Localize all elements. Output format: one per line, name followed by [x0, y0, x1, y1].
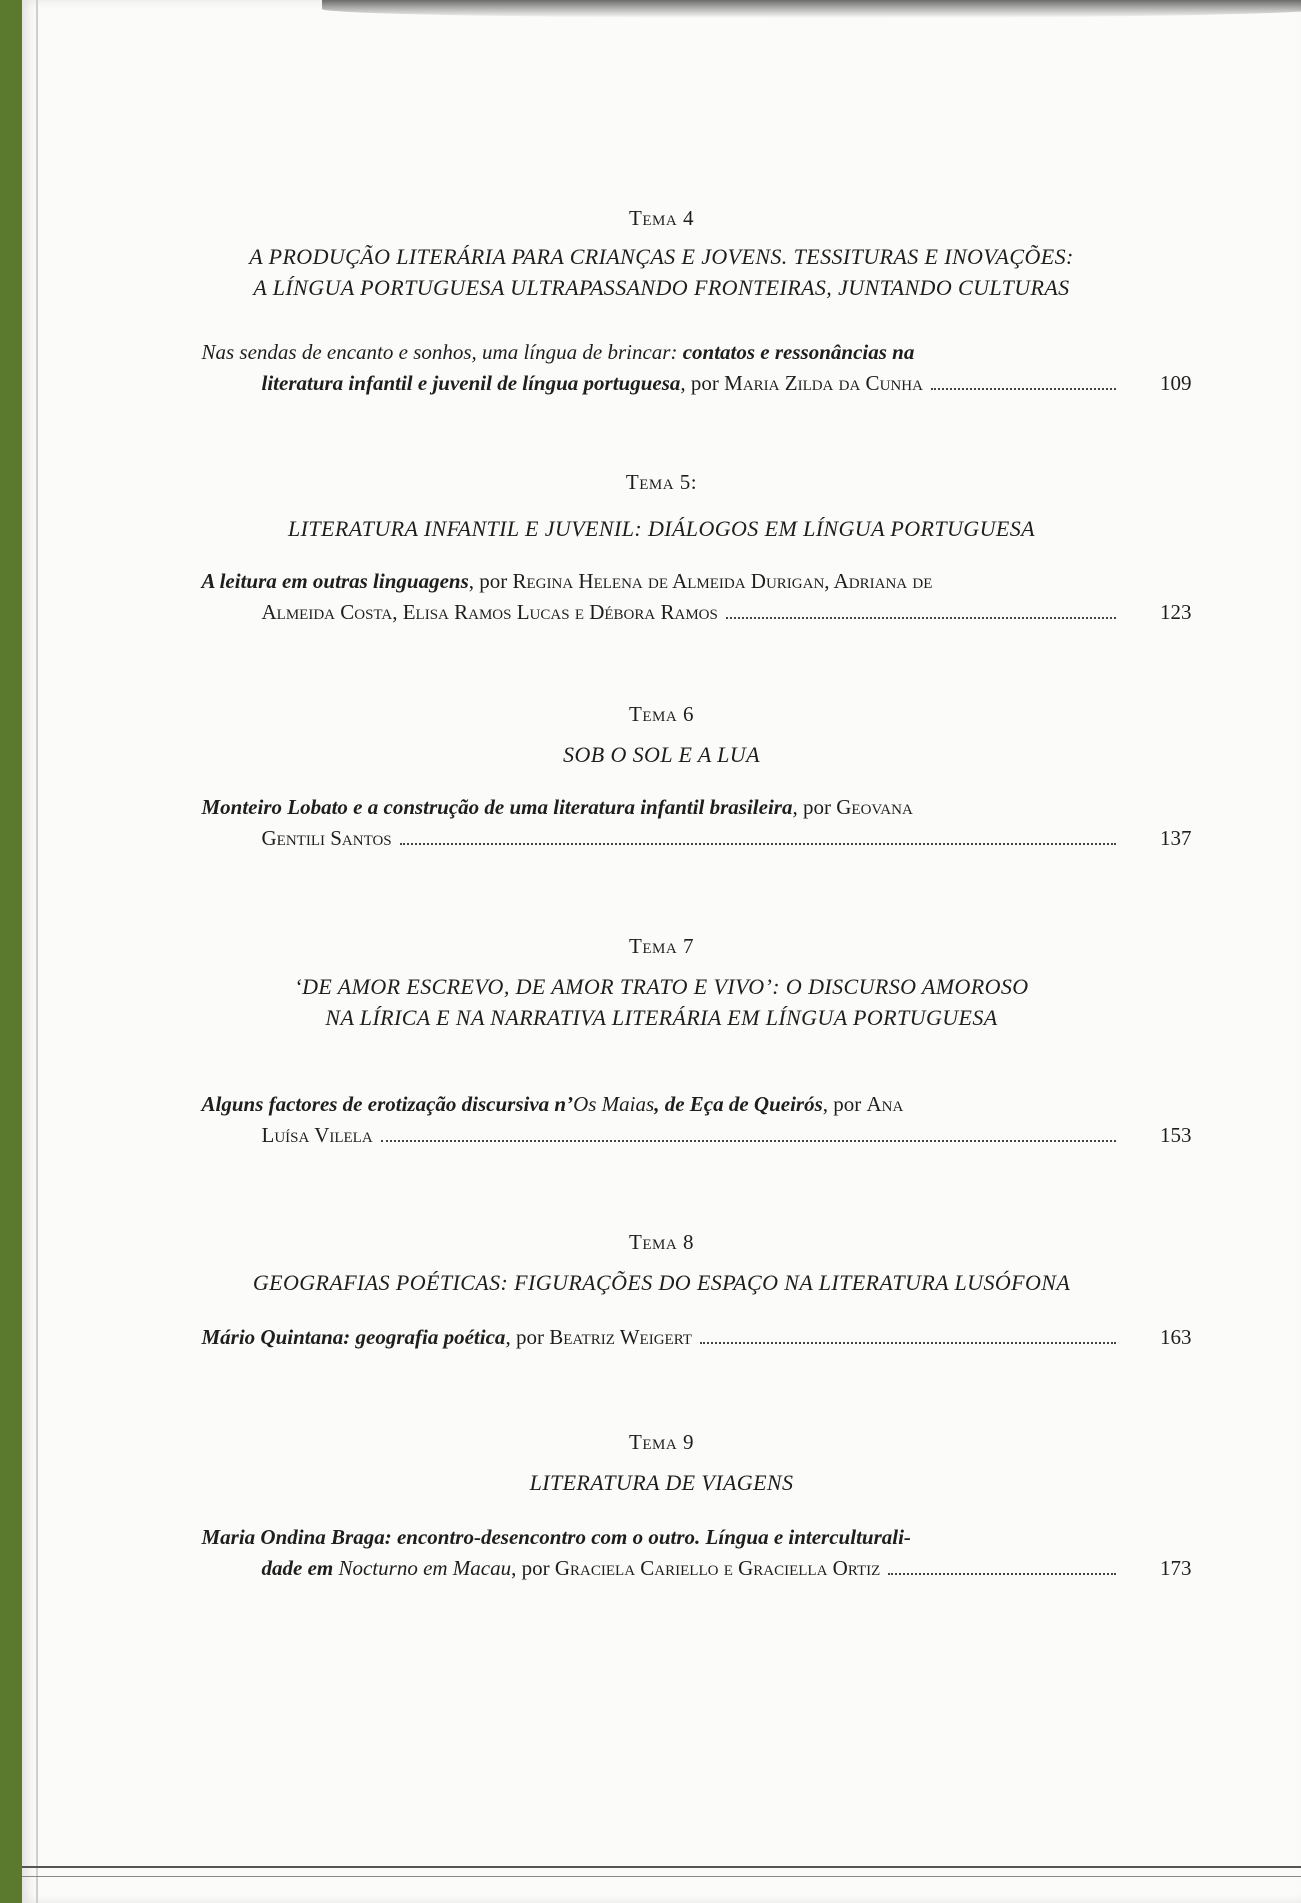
section-title-line: SOB O SOL E A LUA	[563, 742, 760, 767]
section-title	[22, 1467, 1301, 1498]
page-number: 123	[1160, 600, 1192, 624]
page-number: 109	[1160, 371, 1192, 395]
section-heading: Tema 8	[629, 1230, 694, 1254]
toc-entry[interactable]	[201, 1089, 1192, 1151]
toc-entry[interactable]	[201, 337, 1192, 399]
section-tema-7	[22, 934, 1301, 1151]
section-title-line: LITERATURA INFANTIL E JUVENIL: DIÁLOGOS EM LÍNGUA PORTUGUESA	[288, 516, 1035, 541]
section-title-line: A LÍNGUA PORTUGUESA ULTRAPASSANDO FRONTEIRAS, JUNTANDO CULTURAS	[253, 275, 1070, 300]
entry-line-2	[202, 823, 1122, 854]
entry-line-1: Monteiro Lobato e a construção de uma literatura infantil brasileira, por Geovana	[201, 795, 913, 819]
dot-leader	[400, 842, 1116, 845]
entry-author: Beatriz Weigert	[549, 1325, 692, 1349]
entry-author: Luísa Vilela	[261, 1123, 373, 1147]
page-number: 153	[1160, 1123, 1192, 1147]
entry-author: Almeida Costa, Elisa Ramos Lucas e Débora Ramos	[261, 600, 718, 624]
page	[22, 0, 1301, 1903]
toc-entry[interactable]	[201, 566, 1192, 628]
entry-line-1: Alguns factores de erotização discursiva n’Os Maias, de Eça de Queirós, por Ana	[201, 1092, 904, 1116]
section-title	[22, 241, 1301, 303]
scan-shadow-top	[322, 0, 1301, 18]
dot-leader	[381, 1139, 1116, 1142]
entry-author: Gentili Santos	[261, 826, 392, 850]
dot-leader	[888, 1572, 1115, 1575]
section-title-line: GEOGRAFIAS POÉTICAS: FIGURAÇÕES DO ESPAÇO NA LITERATURA LUSÓFONA	[252, 1270, 1071, 1295]
section-heading: Tema 7	[629, 934, 694, 958]
entry-line-2: literatura infantil e juvenil de língua portuguesa, por Maria Zilda da Cunha	[202, 368, 1122, 399]
section-heading: Tema 4	[629, 206, 694, 230]
entry-line-2: dade em Nocturno em Macau, por Graciela Cariello e Graciella Ortiz	[202, 1553, 1122, 1584]
page-number: 173	[1160, 1556, 1192, 1580]
section-heading: Tema 5:	[625, 470, 698, 494]
section-tema-5	[22, 470, 1301, 628]
section-tema-4	[22, 206, 1301, 399]
page-edge-bottom	[22, 1876, 1301, 1877]
section-title	[22, 971, 1301, 1033]
page-edge-bottom	[22, 1866, 1301, 1868]
toc-entry[interactable]	[201, 1522, 1192, 1584]
entry-line-2	[202, 597, 1122, 628]
section-title-line: ‘DE AMOR ESCREVO, DE AMOR TRATO E VIVO’: O DISCURSO AMOROSO	[294, 974, 1029, 999]
section-title	[22, 513, 1301, 544]
section-title-line: NA LÍRICA E NA NARRATIVA LITERÁRIA EM LÍNGUA PORTUGUESA	[325, 1005, 998, 1030]
entry-line-1: A leitura em outras linguagens, por Regina Helena de Almeida Durigan, Adriana de	[201, 569, 933, 593]
page-number: 137	[1160, 826, 1192, 850]
dot-leader	[700, 1341, 1116, 1344]
section-title	[22, 739, 1301, 770]
entry-line-1: Maria Ondina Braga: encontro-desencontro com o outro. Língua e interculturali-	[201, 1525, 911, 1549]
section-title-line: LITERATURA DE VIAGENS	[529, 1470, 794, 1495]
page-number: 163	[1160, 1325, 1192, 1349]
entry-author: Graciela Cariello e Graciella Ortiz	[554, 1556, 881, 1580]
entry-line-1: Mário Quintana: geografia poética, por Beatriz Weigert	[202, 1322, 1122, 1353]
section-heading: Tema 9	[629, 1430, 694, 1454]
section-tema-8	[22, 1230, 1301, 1353]
entry-line-1: Nas sendas de encanto e sonhos, uma língua de brincar: contatos e ressonâncias na	[201, 340, 915, 364]
dot-leader	[931, 387, 1116, 390]
entry-author: Maria Zilda da Cunha	[724, 371, 923, 395]
entry-line-2	[202, 1120, 1122, 1151]
section-title	[22, 1267, 1301, 1298]
section-tema-6	[22, 702, 1301, 854]
dot-leader	[726, 616, 1116, 619]
toc-entry[interactable]	[201, 1322, 1192, 1353]
section-tema-9	[22, 1430, 1301, 1584]
section-title-line: A PRODUÇÃO LITERÁRIA PARA CRIANÇAS E JOVENS. TESSITURAS E INOVAÇÕES:	[249, 244, 1074, 269]
section-heading: Tema 6	[629, 702, 694, 726]
toc-entry[interactable]	[201, 792, 1192, 854]
